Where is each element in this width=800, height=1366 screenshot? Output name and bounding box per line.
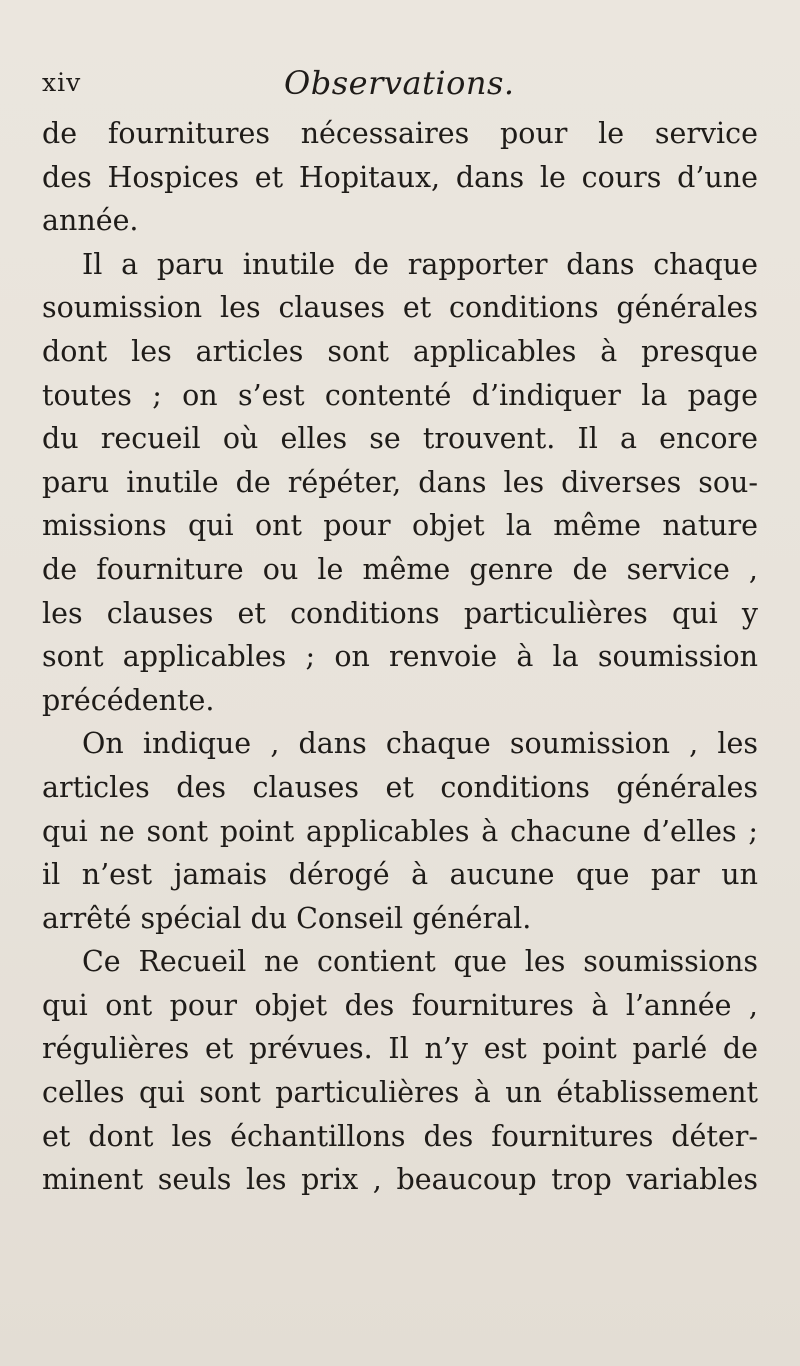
text-line: les clauses et conditions particulières qui y [42,596,758,630]
text-line: et dont les échantillons des fournitures déter- [42,1119,758,1153]
text-line: qui ne sont point applicables à chacune d’elles ; [42,814,758,848]
text-line: des Hospices et Hopitaux, dans le cours d’une [42,160,758,194]
page-number: xiv [42,68,82,97]
text-line: missions qui ont pour objet la même nature [42,509,758,543]
text-line: articles des clauses et conditions générales [42,770,758,804]
text-line: régulières et prévues. Il n’y est point parlé de [42,1032,758,1066]
text-line: sont applicables ; on renvoie à la soumission [42,640,758,674]
text-line: soumission les clauses et conditions générales [42,291,758,325]
text-line: Il a paru inutile de rapporter dans chaque [82,247,758,281]
page-header [42,64,762,104]
text-line: année. [42,204,139,238]
text-line: de fournitures nécessaires pour le service [42,117,758,150]
text-line: paru inutile de répéter, dans les diverses sou- [42,465,758,499]
text-line: arrêté spécial du Conseil général. [42,901,532,935]
text-line: celles qui sont particulières à un établissement [42,1076,758,1110]
body-text [42,112,758,1202]
text-line: dont les articles sont applicables à presque [42,334,758,368]
text-line: il n’est jamais dérogé à aucune que par un [42,858,758,892]
text-line: toutes ; on s’est contenté d’indiquer la page [42,378,758,412]
text-line: du recueil où elles se trouvent. Il a encore [42,422,758,456]
text-line: Ce Recueil ne contient que les soumissions [82,945,758,979]
text-line: qui ont pour objet des fournitures à l’année , [42,988,758,1022]
running-head: Observations. [284,64,515,102]
text-line: de fourniture ou le même genre de service , [42,552,758,586]
text-line: précédente. [42,683,215,717]
text-line: On indique , dans chaque soumission , les [82,727,758,761]
text-line: minent seuls les prix , beaucoup trop variables [42,1163,758,1197]
